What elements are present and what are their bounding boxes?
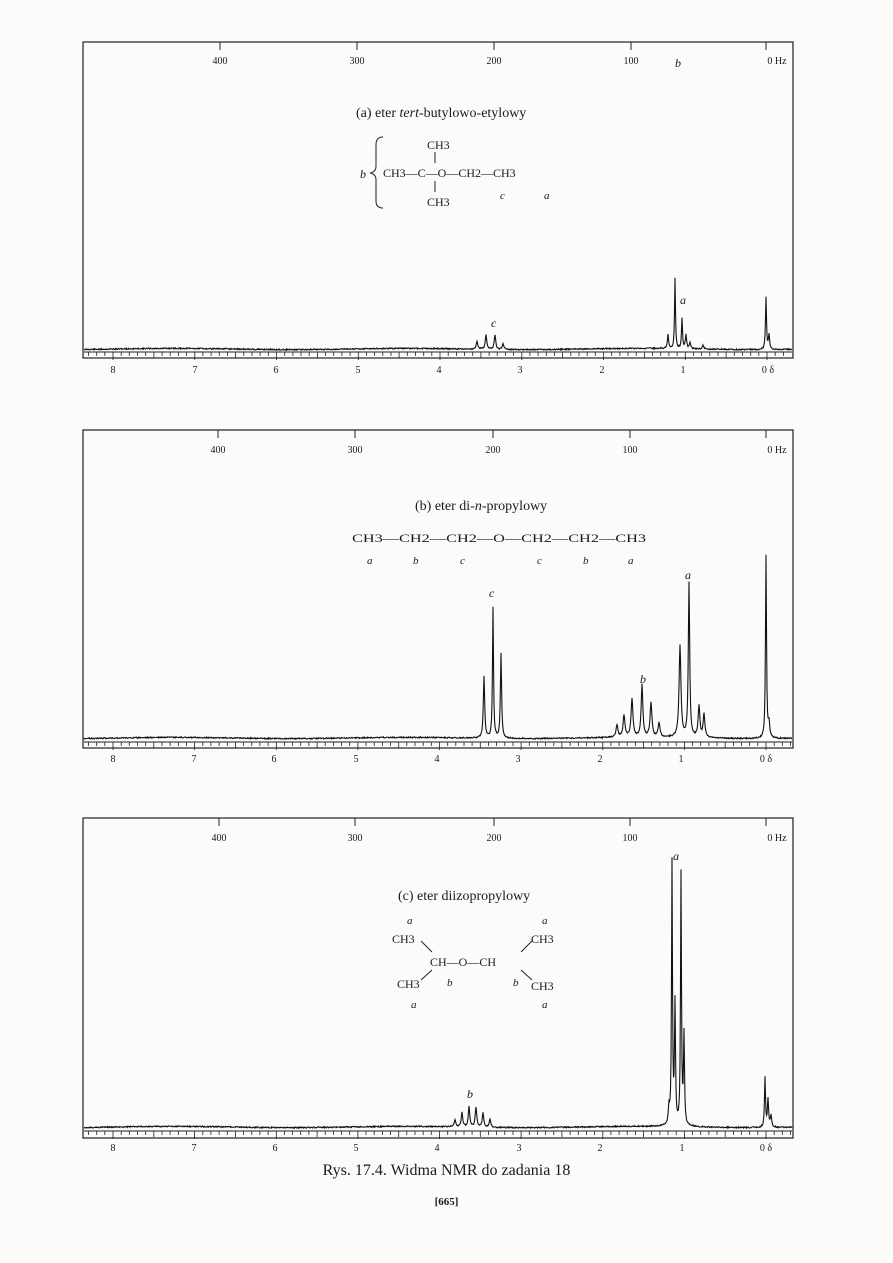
page-number: [665] <box>434 1196 459 1208</box>
methyl-group: CH3 <box>427 195 450 209</box>
bond <box>421 941 432 952</box>
structure-label: b <box>447 977 453 989</box>
structure-label: c <box>460 555 465 567</box>
center-chain: CH—O—CH <box>430 955 497 969</box>
spectrum-frame <box>83 430 793 748</box>
spectrum-panel-b <box>83 430 793 765</box>
brace-shape <box>370 137 383 208</box>
hz-tick-label: 200 <box>486 833 502 844</box>
ppm-tick-label: 0 δ <box>759 1143 773 1154</box>
ppm-tick-label: 6 <box>273 365 279 376</box>
ppm-tick-label: 4 <box>434 754 440 765</box>
hz-tick-label: 200 <box>486 56 502 67</box>
structure-label: a <box>407 915 413 927</box>
ppm-tick-label: 6 <box>272 1143 278 1154</box>
spectrum-title: (c) eter diizopropylowy <box>398 889 531 904</box>
ppm-tick-label: 4 <box>436 365 442 376</box>
ppm-tick-label: 1 <box>679 1143 685 1154</box>
hz-tick-label: 300 <box>347 445 363 456</box>
structure-label: a <box>411 999 417 1011</box>
structure-label: b <box>583 555 589 567</box>
hz-tick-label: 400 <box>211 833 227 844</box>
structure-label: a <box>628 555 634 567</box>
spectrum-title: (b) eter di-n-propylowy <box>415 499 548 514</box>
structure-label: c <box>537 555 542 567</box>
structure-label: a <box>542 915 548 927</box>
ppm-axis-labels <box>111 1143 773 1154</box>
structure-label: b <box>513 977 519 989</box>
ppm-axis-labels <box>111 754 773 765</box>
hz-tick-label: 100 <box>623 56 639 67</box>
peak-label: b <box>640 672 646 686</box>
structure-formula <box>392 915 554 1011</box>
ppm-tick-label: 7 <box>192 365 198 376</box>
methyl-group: CH3 <box>427 138 450 152</box>
ppm-tick-label: 8 <box>110 754 116 765</box>
spectrum-frame <box>83 818 793 1138</box>
structure-label: b <box>360 167 366 181</box>
ppm-tick-label: 4 <box>434 1143 440 1154</box>
figure-caption: Rys. 17.4. Widma NMR do zadania 18 <box>322 1162 571 1179</box>
ppm-axis <box>84 742 792 750</box>
hz-tick-label: 0 Hz <box>767 56 787 67</box>
hz-tick-label: 0 Hz <box>767 833 787 844</box>
methyl-group: CH3 <box>397 977 420 991</box>
hz-tick-label: 300 <box>347 833 363 844</box>
ppm-tick-label: 5 <box>353 1143 359 1154</box>
peak-label: a <box>673 849 679 863</box>
bond <box>521 941 532 952</box>
hz-axis <box>212 818 788 844</box>
peak-label: b <box>675 56 681 70</box>
main-chain: CH3—C—O—CH2—CH3 <box>383 166 516 180</box>
hz-tick-label: 400 <box>210 445 226 456</box>
structure-label: a <box>544 190 550 202</box>
ppm-tick-label: 3 <box>517 365 523 376</box>
structure-label: a <box>367 555 373 567</box>
methyl-group: CH3 <box>531 979 554 993</box>
hz-axis <box>211 430 788 456</box>
spectrum-trace <box>84 555 792 739</box>
structure-formula <box>352 531 646 567</box>
main-chain: CH3—CH2—CH2—O—CH2—CH2—CH3 <box>352 531 646 545</box>
spectrum-title: (a) eter tert-butylowo-etylowy <box>356 106 527 121</box>
ppm-tick-label: 0 δ <box>761 365 775 376</box>
methyl-group: CH3 <box>531 932 554 946</box>
structure-label: b <box>413 555 419 567</box>
structure-formula <box>360 137 550 209</box>
bond <box>421 970 432 980</box>
hz-tick-label: 300 <box>349 56 365 67</box>
ppm-tick-label: 3 <box>515 754 521 765</box>
hz-tick-label: 0 Hz <box>767 445 787 456</box>
ppm-tick-label: 2 <box>599 365 605 376</box>
peak-label: a <box>685 568 691 582</box>
ppm-tick-label: 7 <box>191 1143 197 1154</box>
hz-tick-label: 200 <box>485 445 501 456</box>
peak-label: a <box>680 293 686 307</box>
hz-tick-label: 100 <box>622 445 638 456</box>
ppm-tick-label: 6 <box>271 754 277 765</box>
ppm-tick-label: 8 <box>110 1143 116 1154</box>
methyl-group: CH3 <box>392 932 415 946</box>
hz-tick-label: 400 <box>212 56 228 67</box>
ppm-tick-label: 3 <box>516 1143 522 1154</box>
peak-label: c <box>489 586 495 600</box>
ppm-tick-label: 1 <box>680 365 686 376</box>
ppm-tick-label: 5 <box>355 365 361 376</box>
ppm-tick-label: 0 δ <box>759 754 773 765</box>
peak-label: b <box>467 1087 473 1101</box>
spectrum-panel-a <box>83 42 793 376</box>
ppm-tick-label: 1 <box>678 754 684 765</box>
structure-label: c <box>500 190 505 202</box>
ppm-tick-label: 5 <box>353 754 359 765</box>
ppm-axis-labels <box>111 365 775 376</box>
spectrum-trace <box>84 278 792 350</box>
peak-label: c <box>491 316 497 330</box>
ppm-tick-label: 7 <box>191 754 197 765</box>
ppm-axis <box>84 352 792 360</box>
hz-tick-label: 100 <box>622 833 638 844</box>
ppm-tick-label: 8 <box>110 365 116 376</box>
ppm-tick-label: 2 <box>597 754 603 765</box>
hz-axis <box>213 42 788 67</box>
ppm-tick-label: 2 <box>597 1143 603 1154</box>
spectrum-panel-c <box>83 818 793 1154</box>
structure-label: a <box>542 999 548 1011</box>
